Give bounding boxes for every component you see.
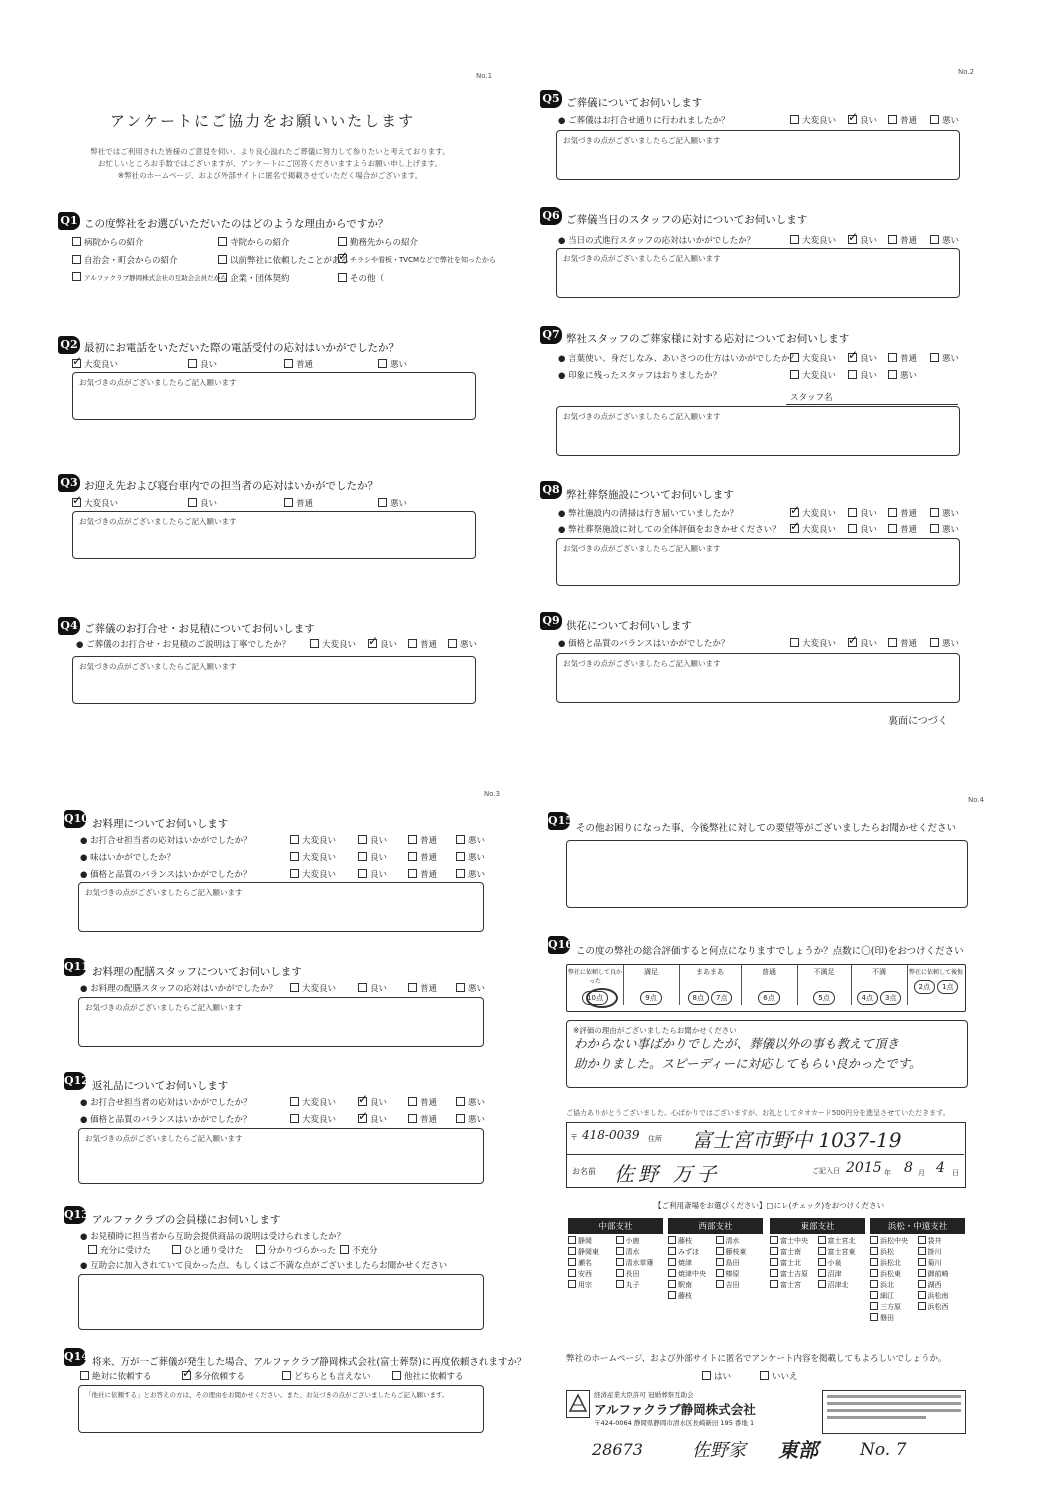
- q1-option-corporate[interactable]: 企業・団体契約: [218, 272, 290, 284]
- address-value[interactable]: 富士宮市野中 1037-19: [692, 1128, 902, 1152]
- branch-item[interactable]: 小鹿: [616, 1236, 664, 1247]
- q12-2-bad[interactable]: 悪い: [456, 1113, 485, 1125]
- q11-great[interactable]: 大変良い: [290, 982, 336, 994]
- q11-normal[interactable]: 普通: [408, 982, 437, 994]
- branch-item[interactable]: 菊川: [918, 1258, 966, 1269]
- intro-line-1: 弊社ではご利用された皆様のご意見を伺い、より良心溢れたご葬儀に努力して参りたいと考えております。: [90, 147, 450, 156]
- q16-reason-handwriting-2: 助かりました。スピーディーに対応してもらい良かったです。: [574, 1056, 922, 1071]
- q16-title: この度の弊社の総合評価すると何点になりますでしょうか？点数に〇(印)をおつけください: [576, 946, 964, 957]
- q8-comment-box[interactable]: お気づきの点がございましたらご記入願います: [556, 538, 960, 586]
- q15-badge: Q15: [548, 812, 570, 830]
- branch-item[interactable]: 浜松中央: [870, 1236, 918, 1247]
- branch-item[interactable]: 細江: [870, 1291, 918, 1302]
- q4-option-good[interactable]: ✓ 良い: [368, 638, 397, 650]
- score-9[interactable]: 9点: [640, 991, 661, 1005]
- branch-item[interactable]: 島田: [716, 1258, 764, 1269]
- q1-option-other[interactable]: その他（: [338, 272, 384, 284]
- hand-family: 佐野家: [692, 1440, 746, 1461]
- branch-item[interactable]: 富士宮東: [818, 1247, 866, 1258]
- zip-label: 〒: [570, 1133, 578, 1142]
- q14-opt-neutral[interactable]: どちらとも言えない: [282, 1370, 371, 1382]
- q4-title: ご葬儀のお打合せ・お見積についてお伺いします: [84, 623, 315, 635]
- intro-line-3: ※弊社のホームページ、および外部サイトに匿名で掲載させていただく場合がございます。: [117, 171, 423, 180]
- q16-score-scale: [566, 964, 966, 1012]
- branch-item[interactable]: 浜松南: [918, 1291, 966, 1302]
- q8-1-option-great[interactable]: ✓ 大変良い: [790, 507, 836, 519]
- q13-opt-insufficient[interactable]: 不充分: [340, 1244, 378, 1256]
- q5-option-good[interactable]: ✓ 良い: [848, 114, 877, 126]
- q12-1-good[interactable]: ✓ 良い: [358, 1096, 387, 1108]
- q3-option-bad[interactable]: 悪い: [378, 497, 407, 509]
- q8-title: 弊社葬祭施設についてお伺いします: [566, 489, 734, 501]
- q3-comment-box[interactable]: お気づきの点がございましたらご記入願います: [72, 511, 476, 559]
- company-license: 経済産業大臣許可 冠婚葬祭互助会: [594, 1391, 694, 1399]
- q13-badge: Q13: [64, 1206, 86, 1224]
- q2-comment-box[interactable]: お気づきの点がございましたらご記入願います: [72, 372, 476, 420]
- branch-item[interactable]: 磐田: [870, 1313, 918, 1324]
- q12-2-great[interactable]: 大変良い: [290, 1113, 336, 1125]
- branch-item[interactable]: 焼津: [668, 1258, 716, 1269]
- q8-2-option-good[interactable]: 良い: [848, 523, 877, 535]
- q7-question-1: ● 言葉使い、身だしなみ、あいさつの仕方はいかがでしたか？: [558, 354, 799, 364]
- branch-item[interactable]: 瀬名: [568, 1258, 616, 1269]
- branch-item[interactable]: 浜松: [870, 1247, 918, 1258]
- q8-2-option-bad[interactable]: 悪い: [930, 523, 959, 535]
- branch-item[interactable]: 小泉: [818, 1258, 866, 1269]
- branch-item[interactable]: 富士宮北: [818, 1236, 866, 1247]
- date-month-label: 月: [918, 1169, 925, 1177]
- branch-item[interactable]: 丸子: [616, 1280, 664, 1291]
- q14-badge: Q14: [64, 1348, 86, 1366]
- q6-question: ● 当日の式進行スタッフの応対はいかがでしたか？: [558, 236, 756, 246]
- q5-option-great[interactable]: 大変良い: [790, 114, 836, 126]
- page-title: アンケートにご協力をお願いいたします: [110, 112, 416, 130]
- q8-1-option-bad[interactable]: 悪い: [930, 507, 959, 519]
- q2-title: 最初にお電話をいただいた際の電話受付の応対はいかがでしたか？: [84, 342, 399, 354]
- score-6[interactable]: 6点: [758, 991, 779, 1005]
- q12-2-normal[interactable]: 普通: [408, 1113, 437, 1125]
- q2-option-good[interactable]: 良い: [188, 358, 217, 370]
- hand-region: 東部: [778, 1438, 818, 1462]
- q6-option-bad[interactable]: 悪い: [930, 234, 959, 246]
- q5-option-bad[interactable]: 悪い: [930, 114, 959, 126]
- q4-comment-box[interactable]: お気づきの点がございましたらご記入願います: [72, 656, 476, 704]
- q8-2-option-great[interactable]: ✓ 大変良い: [790, 523, 836, 535]
- score-4[interactable]: 4点: [857, 991, 878, 1005]
- q6-option-great[interactable]: 大変良い: [790, 234, 836, 246]
- q12-question-2: ● 価格と品質のバランスはいかがでしたか？: [80, 1115, 252, 1125]
- company-logo: [566, 1390, 590, 1418]
- q5-question: ● ご葬儀はお打合せ通りに行われましたか？: [558, 116, 730, 126]
- q10-2-bad[interactable]: 悪い: [456, 851, 485, 863]
- q12-question-1: ● お打合せ担当者の応対はいかがでしたか？: [80, 1098, 252, 1108]
- branch-item[interactable]: 用宗: [568, 1280, 616, 1291]
- address-label: 住所: [648, 1135, 662, 1143]
- branch-item[interactable]: 清水: [616, 1247, 664, 1258]
- q11-question: ● お料理の配膳スタッフの応対はいかがでしたか？: [80, 984, 278, 994]
- q1-option-work[interactable]: 勤務先からの紹介: [338, 236, 418, 248]
- q6-badge: Q6: [540, 207, 562, 225]
- branch-item[interactable]: 榛原: [716, 1269, 764, 1280]
- branch-item[interactable]: 浜松西: [918, 1302, 966, 1313]
- q10-3-bad[interactable]: 悪い: [456, 868, 485, 880]
- date-year-label: 年: [884, 1169, 891, 1177]
- branch-item[interactable]: 富士宮: [770, 1280, 818, 1291]
- branch-item[interactable]: 富士吉原: [770, 1269, 818, 1280]
- q7-badge: Q7: [540, 326, 562, 344]
- hand-number: No. 7: [860, 1440, 907, 1460]
- name-label: お名前: [572, 1167, 596, 1176]
- q9-option-great[interactable]: 大変良い: [790, 637, 836, 649]
- branch-item[interactable]: 長田: [616, 1269, 664, 1280]
- q7-staff-label: スタッフ名: [790, 393, 833, 403]
- score-8[interactable]: 8点: [688, 991, 709, 1005]
- scale-col-unsatisfied: 不満足 5点: [797, 965, 852, 1005]
- branch-head: 西部支社: [668, 1218, 763, 1234]
- q12-1-great[interactable]: 大変良い: [290, 1096, 336, 1108]
- q9-comment-box[interactable]: お気づきの点がございましたらご記入願います: [556, 653, 960, 703]
- q5-option-normal[interactable]: 普通: [888, 114, 917, 126]
- branch-item[interactable]: 藤枝東: [716, 1247, 764, 1258]
- intro-line-2: お忙しいところお手数ではございますが、アンケートにご回答くださいますようお願い申し上げます。: [98, 159, 442, 168]
- q12-1-normal[interactable]: 普通: [408, 1096, 437, 1108]
- thanks-note: ご協力ありがとうございました。心ばかりではございますが、お礼としてタオカード500円分を進呈させていただきます。: [566, 1109, 950, 1117]
- q11-comment-box[interactable]: お気づきの点がございましたらご記入願います: [78, 997, 484, 1047]
- company-address: 〒424-0064 静岡県静岡市清水区長崎新田 195 番地 1: [594, 1419, 755, 1427]
- q1-option-previous[interactable]: 以前弊社に依頼したことがある: [218, 254, 349, 266]
- q10-1-normal[interactable]: 普通: [408, 834, 437, 846]
- branch-head: 浜松・中遠支社: [870, 1218, 965, 1234]
- q14-comment-box[interactable]: 「他社に依頼する」とお答えの方は、その理由をお聞かせください。また、お気づきの点がございましたらご記入願います。: [78, 1385, 484, 1433]
- scale-col-satisfied: 満足 9点: [623, 965, 680, 1005]
- branch-item[interactable]: みずほ: [668, 1247, 716, 1258]
- q16-badge: Q16: [548, 936, 570, 954]
- date-year[interactable]: 2015: [846, 1160, 882, 1176]
- q12-badge: Q12: [64, 1072, 86, 1090]
- q2-option-normal[interactable]: 普通: [284, 358, 313, 370]
- date-month[interactable]: 8: [904, 1160, 913, 1176]
- continue-on-back: 裏面につづく: [888, 716, 948, 727]
- q7-2-option-good[interactable]: 良い: [848, 369, 877, 381]
- q1-option-ad[interactable]: ✓ チラシや看板・TVCMなどで弊社を知ったから: [338, 254, 496, 265]
- q14-opt-other[interactable]: 他社に依頼する: [392, 1370, 464, 1382]
- branch-item[interactable]: 三方原: [870, 1302, 918, 1313]
- q7-staff-line[interactable]: [786, 404, 958, 405]
- page-number-4: No.4: [968, 796, 985, 804]
- name-value[interactable]: 佐野 万子: [614, 1162, 721, 1186]
- branches-title: 【ご利用斎場をお選びください】□にレ(チェック)をおつけください: [654, 1201, 885, 1210]
- q7-1-option-great[interactable]: 大変良い: [790, 352, 836, 364]
- page-number-2: No.2: [958, 68, 975, 76]
- q10-2-great[interactable]: 大変良い: [290, 851, 336, 863]
- q10-2-good[interactable]: 良い: [358, 851, 387, 863]
- q11-bad[interactable]: 悪い: [456, 982, 485, 994]
- page-number-3: No.3: [484, 790, 501, 798]
- q12-2-good[interactable]: ✓ 良い: [358, 1113, 387, 1125]
- q9-question: ● 価格と品質のバランスはいかがでしたか？: [558, 639, 730, 649]
- branch-item[interactable]: 浜北: [870, 1280, 918, 1291]
- branch-item[interactable]: 沼津北: [818, 1280, 866, 1291]
- q5-badge: Q5: [540, 90, 562, 108]
- branch-head: 中部支社: [568, 1218, 663, 1234]
- q3-option-normal[interactable]: 普通: [284, 497, 313, 509]
- branch-item[interactable]: 吉田: [716, 1280, 764, 1291]
- date-day[interactable]: 4: [936, 1160, 945, 1176]
- q6-option-normal[interactable]: 普通: [888, 234, 917, 246]
- branch-item[interactable]: 静岡東: [568, 1247, 616, 1258]
- branch-item[interactable]: 藤枝: [668, 1236, 716, 1247]
- branch-item[interactable]: 清水: [716, 1236, 764, 1247]
- q7-1-option-good[interactable]: ✓ 良い: [848, 352, 877, 364]
- q1-option-community[interactable]: 自治会・町会からの紹介: [72, 254, 178, 266]
- q6-option-good[interactable]: ✓ 良い: [848, 234, 877, 246]
- zip-value[interactable]: 418-0039: [582, 1128, 640, 1142]
- q11-title: お料理の配膳スタッフについてお伺いします: [92, 966, 302, 978]
- score-1[interactable]: 1点: [937, 980, 958, 994]
- q9-option-bad[interactable]: 悪い: [930, 637, 959, 649]
- q13-title: アルファクラブの会員様にお伺いします: [92, 1214, 281, 1226]
- q4-question: ● ご葬儀のお打合せ・お見積のご説明は丁寧でしたか？: [76, 640, 291, 650]
- q1-title: この度弊社をお選びいただいたのはどのような理由からですか？: [84, 218, 389, 230]
- q7-1-option-bad[interactable]: 悪い: [930, 352, 959, 364]
- branch-item[interactable]: 清水草薙: [616, 1258, 664, 1269]
- q10-3-good[interactable]: 良い: [358, 868, 387, 880]
- q7-1-option-normal[interactable]: 普通: [888, 352, 917, 364]
- q12-1-bad[interactable]: 悪い: [456, 1096, 485, 1108]
- hand-code: 28673: [592, 1440, 643, 1459]
- q7-question-2: ● 印象に残ったスタッフはおりましたか？: [558, 371, 722, 381]
- branch-item[interactable]: 湖西: [918, 1280, 966, 1291]
- q16-reason-handwriting-1: わからない事ばかりでしたが、葬儀以外の事も教えて頂き: [574, 1036, 900, 1051]
- publish-no[interactable]: いいえ: [760, 1370, 798, 1382]
- score-2[interactable]: 2点: [914, 980, 935, 994]
- q1-badge: Q1: [58, 212, 80, 230]
- q10-1-great[interactable]: 大変良い: [290, 834, 336, 846]
- q1-option-temple[interactable]: 寺院からの紹介: [218, 236, 290, 248]
- scale-col-regret: 弊社に依頼して後悔 2点 1点: [907, 965, 965, 1005]
- date-day-label: 日: [952, 1169, 959, 1177]
- score-10[interactable]: 10点: [582, 991, 608, 1005]
- branch-item[interactable]: 沼津: [818, 1269, 866, 1280]
- q10-question-3: ● 価格と品質のバランスはいかがでしたか？: [80, 870, 252, 880]
- q9-title: 供花についてお伺いします: [566, 620, 692, 632]
- q2-badge: Q2: [58, 336, 80, 354]
- q14-title: 将来、万が一ご葬儀が発生した場合、アルファクラブ静岡株式会社(富士葬祭)に再度依頼されますか？: [92, 1357, 527, 1368]
- score-5[interactable]: 5点: [813, 991, 834, 1005]
- scale-col-very-good: 弊社に依頼して良かった 10点: [567, 965, 624, 1005]
- branch-item[interactable]: 駅南: [668, 1280, 716, 1291]
- q3-option-great[interactable]: ✓大変良い: [72, 497, 118, 509]
- page-number-1: No.1: [476, 72, 493, 80]
- q1-option-member[interactable]: アルファクラブ静岡株式会社の互助会会員だから: [72, 272, 227, 282]
- company-name: アルファクラブ静岡株式会社: [594, 1402, 756, 1417]
- q4-option-great[interactable]: 大変良い: [310, 638, 356, 650]
- q10-1-good[interactable]: 良い: [358, 834, 387, 846]
- q10-comment-box[interactable]: お気づきの点がございましたらご記入願います: [78, 882, 484, 932]
- q7-2-option-bad[interactable]: 悪い: [888, 369, 917, 381]
- q10-badge: Q10: [64, 810, 86, 828]
- q4-badge: Q4: [58, 617, 80, 635]
- branch-item[interactable]: 浜松東: [870, 1269, 918, 1280]
- q10-question-2: ● 味はいかがでしたか？: [80, 853, 176, 863]
- q10-title: お料理についてお伺いします: [92, 818, 229, 830]
- branch-item[interactable]: 富士中央: [770, 1236, 818, 1247]
- q1-option-hospital[interactable]: 病院からの紹介: [72, 236, 144, 248]
- q13-question-1: ● お見積時に担当者から互助会提供商品の説明は受けられましたか？: [80, 1232, 346, 1242]
- q13-opt-unclear[interactable]: 分かりづらかった: [256, 1244, 336, 1256]
- q7-comment-box[interactable]: お気づきの点がございましたらご記入願います: [556, 406, 960, 456]
- q11-badge: Q11: [64, 958, 86, 976]
- q10-3-great[interactable]: 大変良い: [290, 868, 336, 880]
- q7-2-option-great[interactable]: 大変良い: [790, 369, 836, 381]
- scale-col-dissatisfied: 不満 4点 3点: [851, 965, 908, 1005]
- branch-head: 東部支社: [770, 1218, 865, 1234]
- branch-item[interactable]: 富士南: [770, 1247, 818, 1258]
- q10-question-1: ● お打合せ担当者の応対はいかがでしたか？: [80, 836, 252, 846]
- q3-badge: Q3: [58, 474, 80, 492]
- branch-column: [568, 1218, 663, 1291]
- q13-opt-full[interactable]: 充分に受けた: [88, 1244, 151, 1256]
- q9-option-good[interactable]: ✓ 良い: [848, 637, 877, 649]
- branch-item[interactable]: 静岡: [568, 1236, 616, 1247]
- branch-item[interactable]: 掛川: [918, 1247, 966, 1258]
- branch-column: [770, 1218, 865, 1291]
- q15-title: その他お困りになった事、今後弊社に対しての要望等がございましたらお聞かせください: [576, 823, 957, 834]
- q2-option-great[interactable]: ✓大変良い: [72, 358, 118, 370]
- q3-option-good[interactable]: 良い: [188, 497, 217, 509]
- q7-title: 弊社スタッフのご葬家様に対する応対についてお伺いします: [566, 333, 850, 345]
- q4-option-bad[interactable]: 悪い: [448, 638, 477, 650]
- q3-title: お迎え先および寝台車内での担当者の応対はいかがでしたか？: [84, 480, 378, 492]
- q9-badge: Q9: [540, 612, 562, 630]
- branch-item[interactable]: 藤枝: [668, 1291, 716, 1302]
- branch-item[interactable]: 浜松北: [870, 1258, 918, 1269]
- address-divider: [566, 1154, 964, 1155]
- q8-1-option-good[interactable]: 良い: [848, 507, 877, 519]
- q5-comment-box[interactable]: お気づきの点がございましたらご記入願います: [556, 130, 960, 180]
- publish-yes[interactable]: はい: [702, 1370, 731, 1382]
- q8-question-1: ● 弊社施設内の清掃は行き届いていましたか？: [558, 509, 739, 519]
- privacy-notice-box: [822, 1390, 966, 1434]
- q6-comment-box[interactable]: お気づきの点がございましたらご記入願います: [556, 248, 960, 298]
- q10-2-normal[interactable]: 普通: [408, 851, 437, 863]
- q10-1-bad[interactable]: 悪い: [456, 834, 485, 846]
- branch-item[interactable]: 安西: [568, 1269, 616, 1280]
- q13-question-2: ● 互助会に加入されていて良かった点、もしくはご不満な点がございましたらお聞かせください: [80, 1261, 448, 1271]
- q8-2-option-normal[interactable]: 普通: [888, 523, 917, 535]
- q13-comment-box[interactable]: [78, 1274, 484, 1330]
- score-10-circled: [586, 988, 618, 1008]
- q14-opt-probably[interactable]: ✓ 多分依頼する: [182, 1370, 245, 1382]
- q6-title: ご葬儀当日のスタッフの応対についてお伺いします: [566, 214, 808, 226]
- q14-opt-definitely[interactable]: 絶対に依頼する: [80, 1370, 152, 1382]
- branch-column: [870, 1218, 965, 1324]
- q15-comment-box[interactable]: [566, 840, 968, 908]
- date-label: ご記入日: [812, 1167, 840, 1175]
- q8-badge: Q8: [540, 481, 562, 499]
- q8-question-2: ● 弊社葬祭施設に対しての全体評価をおきかせください？: [558, 525, 781, 535]
- score-7[interactable]: 7点: [711, 991, 732, 1005]
- q9-option-normal[interactable]: 普通: [888, 637, 917, 649]
- q10-3-normal[interactable]: 普通: [408, 868, 437, 880]
- branch-item[interactable]: 御前崎: [918, 1269, 966, 1280]
- branch-item[interactable]: 袋井: [918, 1236, 966, 1247]
- q13-opt-once[interactable]: ひと通り受けた: [172, 1244, 244, 1256]
- q12-title: 返礼品についてお伺いします: [92, 1080, 229, 1092]
- branch-column: [668, 1218, 763, 1302]
- q8-1-option-normal[interactable]: 普通: [888, 507, 917, 519]
- q12-comment-box[interactable]: お気づきの点がございましたらご記入願います: [78, 1128, 484, 1184]
- q11-good[interactable]: 良い: [358, 982, 387, 994]
- q4-option-normal[interactable]: 普通: [408, 638, 437, 650]
- q5-title: ご葬儀についてお伺いします: [566, 97, 703, 109]
- scale-col-normal: 普通 6点: [741, 965, 798, 1005]
- branch-item[interactable]: 富士北: [770, 1258, 818, 1269]
- branch-item[interactable]: 焼津中央: [668, 1269, 716, 1280]
- scale-col-fair: まあまあ 8点 7点: [679, 965, 742, 1005]
- score-3[interactable]: 3点: [880, 991, 901, 1005]
- publish-question: 弊社のホームページ、および外部サイトに匿名でアンケート内容を掲載してもよろしいでしょうか。: [566, 1354, 947, 1364]
- q16-reason-box[interactable]: ※評価の理由がございましたらお聞かせください: [566, 1020, 968, 1088]
- q2-option-bad[interactable]: 悪い: [378, 358, 407, 370]
